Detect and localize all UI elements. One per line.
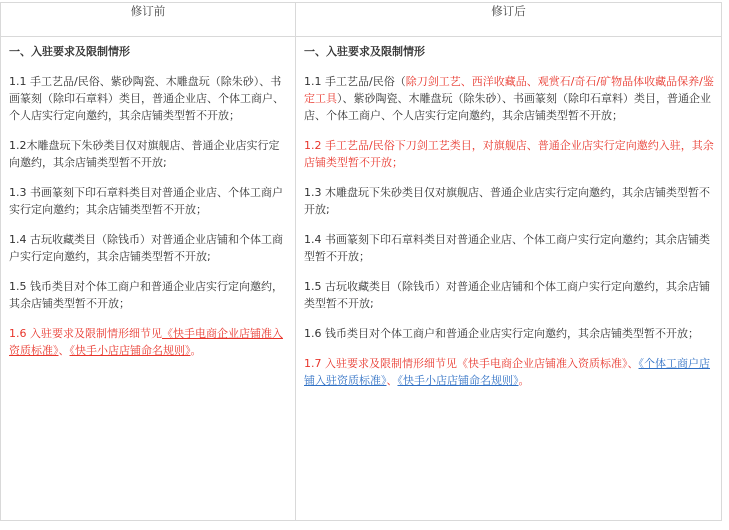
table-header-row <box>1 3 722 37</box>
after-column <box>296 37 722 521</box>
table-body-row <box>1 37 722 521</box>
revision-comparison-table <box>0 2 722 521</box>
after-item-1-7-text: 1.7 入驻要求及限制情形细节见《快手电商企业店铺准入资质标准》、 <box>304 357 639 370</box>
before-item-1-6 <box>9 325 289 359</box>
after-item-1-6: 1.6 钱币类目对个体工商户和普通企业店实行定向邀约，其余店铺类型暂不开放； <box>304 327 699 340</box>
before-section-title: 一、入驻要求及限制情形 <box>9 45 130 58</box>
after-item-1-4: 1.4 书画篆刻下印石章料类目对普通企业店、个体工商户实行定向邀约；其余店铺类型暂不开放； <box>304 233 710 263</box>
after-item-1-3: 1.3 木雕盘玩下朱砂类目仅对旗舰店、普通企业店实行定向邀约，其余店铺类型暂不开放; <box>304 186 710 216</box>
after-item-1-1-start: 1.1 手工艺品/民俗（ <box>304 75 406 88</box>
after-item-1-1-rest: ）、紫砂陶瓷、木雕盘玩（除朱砂）、书画篆刻（除印石章料）类目，普通企业店、个体工商户、个人店实行定向邀约，其余店铺类型暂不开放； <box>304 92 711 122</box>
store-naming-rules-link-after[interactable]: 《快手小店店铺命名规则》 <box>397 374 519 387</box>
before-item-1-6-text: 1.6 入驻要求及限制情形细节见 <box>9 327 162 340</box>
after-item-1-7-end: 。 <box>518 374 530 387</box>
after-item-1-7 <box>304 355 715 389</box>
after-item-1-2: 1.2 手工艺品/民俗下刀剑工艺类目，对旗舰店、普通企业店实行定向邀约入驻，其余店铺类型暂不开放； <box>304 139 714 169</box>
header-before: 修订前 <box>1 3 296 37</box>
before-item-1-6-sep: 、 <box>58 344 70 357</box>
store-naming-rules-link[interactable]: 《快手小店店铺命名规则》 <box>69 344 191 357</box>
before-item-1-4: 1.4 古玩收藏类目（除钱币）对普通企业店铺和个体工商户实行定向邀约，其余店铺类型暂不开放; <box>9 233 283 263</box>
before-item-1-3: 1.3 书画篆刻下印石章料类目对普通企业店、个体工商户实行定向邀约；其余店铺类型暂不开放； <box>9 186 283 216</box>
after-item-1-1-exclusion: 除刀剑工艺、西洋收藏品、观赏石/奇石/矿物晶体收藏品保养/鉴定工具 <box>304 75 714 105</box>
before-column <box>1 37 296 521</box>
enterprise-qualification-link[interactable]: 《快手电商企业店铺准入资质标准》 <box>9 327 283 357</box>
after-item-1-1 <box>304 73 715 124</box>
before-item-1-6-end: 。 <box>190 344 202 357</box>
after-item-1-5: 1.5 古玩收藏类目（除钱币）对普通企业店铺和个体工商户实行定向邀约，其余店铺类型暂不开放; <box>304 280 710 310</box>
before-item-1-1: 1.1 手工艺品/民俗、紫砂陶瓷、木雕盘玩（除朱砂）、书画篆刻（除印石章料）类目，普通企业店、个体工商户、个人店实行定向邀约，其余店铺类型暂不开放； <box>9 75 284 122</box>
individual-business-qualification-link[interactable]: 《个体工商户店铺入驻资质标准》 <box>304 357 710 387</box>
header-after: 修订后 <box>296 3 722 37</box>
before-item-1-5: 1.5 钱币类目对个体工商户和普通企业店实行定向邀约，其余店铺类型暂不开放； <box>9 280 283 310</box>
before-item-1-2: 1.2木雕盘玩下朱砂类目仅对旗舰店、普通企业店实行定向邀约，其余店铺类型暂不开放; <box>9 139 280 169</box>
after-item-1-7-sep: 、 <box>386 374 398 387</box>
after-section-title: 一、入驻要求及限制情形 <box>304 45 425 58</box>
